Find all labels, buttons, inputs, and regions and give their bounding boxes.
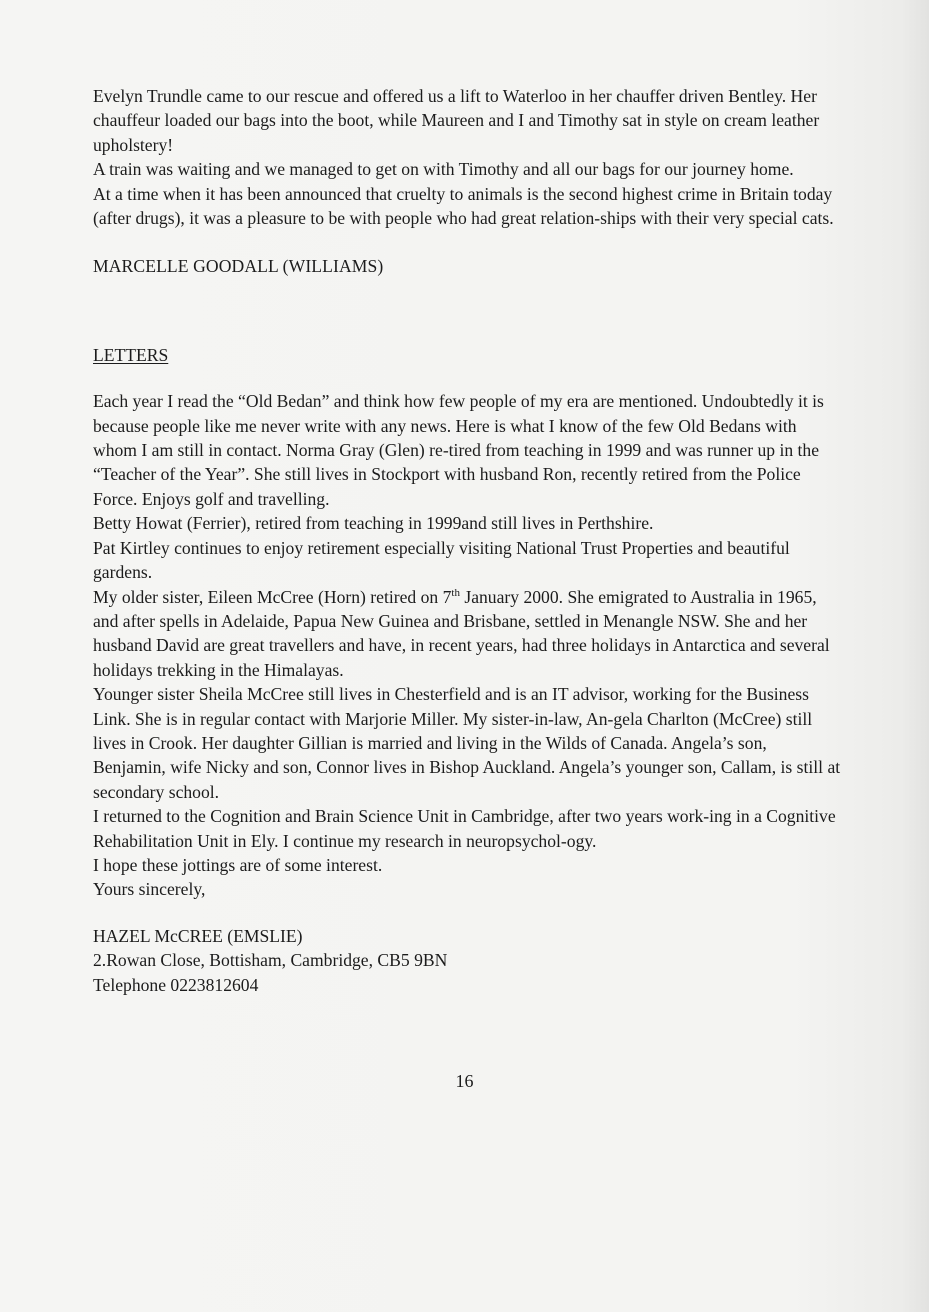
signature-name: HAZEL McCREE (EMSLIE) — [93, 925, 303, 946]
signature-address: 2.Rowan Close, Bottisham, Cambridge, CB5 9BN — [93, 950, 448, 971]
letter-paragraph-eileen — [93, 585, 843, 683]
letters-heading: LETTERS — [93, 344, 169, 365]
spacer — [93, 230, 843, 254]
article-paragraph-3: At a time when it has been announced that cruelty to animals is the second highest crime in Britain today (after drugs), it was a pleasure to be with people who had great relation-ships with their very special cats. — [93, 183, 834, 229]
spacer — [93, 367, 843, 389]
article-paragraph-1: Evelyn Trundle came to our rescue and offered us a lift to Waterloo in her chauffer driven Bentley. Her chauffeur loaded our bags into the boot, while Maureen and I and Timothy sat in style on cream leather upholstery! — [93, 86, 820, 155]
spacer — [93, 902, 843, 924]
eileen-text-end: January 2000. She emigrated to Australia in 1965, and after spells in Adelaide, Papua New Guinea and Brisbane, settled in Menangle NSW. She and her husband David are great travellers and have, in recent years, had three holidays in Antarctica and several holidays trekking in the Himalayas. — [93, 586, 830, 680]
letter-paragraph-1: Each year I read the “Old Bedan” and think how few people of my era are mentioned. Undoubtedly it is because people like me never write with any news. Here is what I know of the few Old Bedans with whom I am still in contact. Norma Gray (Glen) re-tired from teaching in 1999 and was runner up in the “Teacher of the Year”. She still lives in Stockport with husband Ron, recently retired from the Police Force. Enjoys golf and travelling. — [93, 391, 824, 509]
letter-paragraph-research: I returned to the Cognition and Brain Science Unit in Cambridge, after two years work-ing in a Cognitive Rehabilitation Unit in Ely. I continue my research in neuropsychol-ogy. — [93, 806, 836, 851]
ordinal-suffix: th — [451, 586, 460, 599]
spacer — [93, 279, 843, 343]
letter-paragraph-2: Betty Howat (Ferrier), retired from teaching in 1999and still lives in Perthshire. — [93, 513, 654, 534]
letter-valediction: Yours sincerely, — [93, 879, 206, 900]
page-number: 16 — [455, 1071, 474, 1091]
signature-telephone: Telephone 0223812604 — [93, 974, 259, 995]
letter-paragraph-sheila: Younger sister Sheila McCree still lives in Chesterfield and is an IT advisor, working for the Business Link. She is in regular contact with Marjorie Miller. My sister-in-law, An-gela Charlton (McCree) still lives in Crook. Her daughter Gillian is married and living in the Wilds of Canada. Angela’s son, Benjamin, wife Nicky and son, Connor lives in Bishop Auckland. Angela’s younger son, Callam, is still at secondary school. — [93, 684, 841, 802]
eileen-text-start: My older sister, Eileen McCree (Horn) retired on 7 — [93, 586, 452, 607]
letter-closing-line: I hope these jottings are of some interest. — [93, 854, 383, 875]
article-paragraph-2: A train was waiting and we managed to get on with Timothy and all our bags for our journey home. — [93, 159, 794, 180]
letter-paragraph-3: Pat Kirtley continues to enjoy retirement especially visiting National Trust Properties and beautiful gardens. — [93, 537, 790, 583]
page-text — [93, 84, 843, 997]
article-author: MARCELLE GOODALL (WILLIAMS) — [93, 256, 384, 277]
